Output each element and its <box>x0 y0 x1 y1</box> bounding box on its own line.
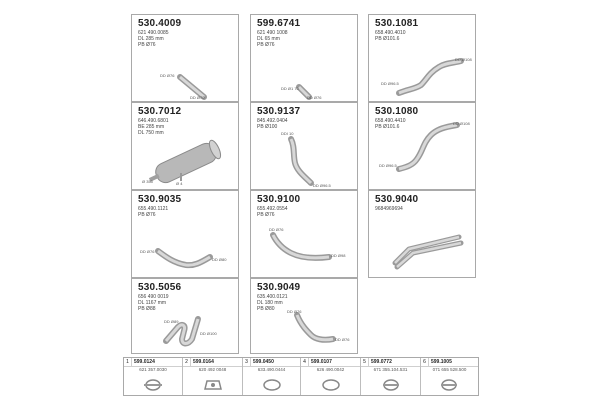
part-dim: DL 1167 mm <box>138 300 167 306</box>
part-dim: PB Ø88 <box>138 306 156 312</box>
accessory-ref: 671 355.104.531 <box>373 367 408 372</box>
accessory-header <box>301 358 360 367</box>
part-card-530-1080 <box>368 102 476 190</box>
part-dim: PB Ø76 <box>138 212 156 218</box>
part-ref: 655.490.1121 <box>138 206 169 212</box>
dim-label: DD Ø100 <box>200 331 217 336</box>
pipe-drawing <box>132 191 240 279</box>
part-dim: PB Ø76 <box>138 42 156 48</box>
accessory-number: 2 <box>183 358 191 366</box>
part-card-530-1081 <box>368 14 476 102</box>
dim-label: Ø 355 <box>142 179 153 184</box>
dim-label: DD Ø108 <box>453 121 470 126</box>
gasket-icon <box>183 375 243 395</box>
clamp-icon <box>243 375 301 395</box>
part-dim: BE 285 mm <box>138 124 165 130</box>
part-card-530-9137 <box>250 102 358 190</box>
accessory-ref: 621 357.0030 <box>139 367 167 372</box>
dim-label: DD Ø96.5 <box>313 183 331 188</box>
pipe-drawing <box>132 279 240 355</box>
accessory-header <box>183 358 242 367</box>
part-code: 530.9049 <box>257 282 301 293</box>
part-code: 530.9035 <box>138 194 182 205</box>
part-ref: 658.490.4410 <box>375 118 406 124</box>
dim-label: DD Ø76 <box>269 227 284 232</box>
accessory-code: 599.0124 <box>134 359 155 365</box>
part-card-530-7012 <box>131 102 239 190</box>
accessory-header <box>421 358 478 367</box>
part-code: 530.1080 <box>375 106 419 117</box>
accessory-code: 599.0107 <box>311 359 332 365</box>
part-dim: PB Ø76 <box>257 42 275 48</box>
part-ref: 646.490.6801 <box>138 118 169 124</box>
accessory-header <box>124 358 182 367</box>
pipe-drawing <box>251 279 359 355</box>
part-dim: DL 65 mm <box>257 36 280 42</box>
clamp-icon <box>301 375 361 395</box>
accessory-cell <box>183 358 243 395</box>
part-code: 530.9137 <box>257 106 301 117</box>
accessory-cell <box>124 358 183 395</box>
part-card-530-9035 <box>131 190 239 278</box>
accessory-ref: 620 492 0048 <box>198 367 227 372</box>
part-code: 530.7012 <box>138 106 182 117</box>
part-code: 530.9040 <box>375 194 419 205</box>
part-code: 530.5056 <box>138 282 182 293</box>
part-dim: PB Ø101.6 <box>375 36 400 42</box>
part-ref: 621 490.0085 <box>138 30 169 36</box>
part-dim: PB Ø101.6 <box>375 124 400 130</box>
pipe-drawing <box>132 15 240 103</box>
accessory-cell <box>301 358 361 395</box>
part-code: 530.4009 <box>138 18 182 29</box>
part-ref: 621 490 1008 <box>257 30 288 36</box>
accessory-cell <box>361 358 421 395</box>
dim-label: DD Ø76 <box>335 337 350 342</box>
part-ref: 655.492.0554 <box>257 206 288 212</box>
accessory-number: 1 <box>124 358 132 366</box>
part-code: 530.9100 <box>257 194 301 205</box>
clamp-icon <box>361 375 421 395</box>
part-ref: 658.490.4010 <box>375 30 406 36</box>
pipe-drawing <box>251 103 359 191</box>
dim-label: DD Ø98 <box>331 253 346 258</box>
part-dim: PB Ø76 <box>257 212 275 218</box>
part-ref: 635.400.0121 <box>257 294 288 300</box>
part-card-530-9049 <box>250 278 358 354</box>
accessory-header <box>243 358 300 367</box>
part-code: 530.1081 <box>375 18 419 29</box>
dim-label: Ø 4 <box>176 181 183 186</box>
part-ref: 656 490 0019 <box>138 294 169 300</box>
dim-label: DD Ø108 <box>455 57 472 62</box>
accessory-code: 599.0772 <box>371 359 392 365</box>
clamp-icon <box>421 375 478 395</box>
part-card-530-4009 <box>131 14 239 102</box>
part-card-599-6741 <box>250 14 358 102</box>
accessory-ref: 633.490.0444 <box>257 367 286 372</box>
part-ref: 845.492.0404 <box>257 118 288 124</box>
part-ref: 9684969694 <box>375 206 403 212</box>
clamp-icon <box>124 375 183 395</box>
part-dim: DL 750 mm <box>138 130 164 136</box>
part-dim: DL 285 mm <box>138 36 164 42</box>
dim-label: DD Ø70 <box>190 95 205 100</box>
dim-label: DD Ø76 <box>287 309 302 314</box>
dim-label: DD Ø80 <box>212 257 227 262</box>
pipe-drawing <box>369 191 477 279</box>
accessory-number: 6 <box>421 358 429 366</box>
accessory-cell <box>421 358 478 395</box>
dim-label: DD Ø1 70 <box>281 86 299 91</box>
accessory-number: 4 <box>301 358 309 366</box>
part-card-530-9040 <box>368 190 476 278</box>
pipe-drawing <box>369 103 477 191</box>
dim-label: DD Ø76 <box>307 95 322 100</box>
accessory-number: 3 <box>243 358 251 366</box>
accessory-code: 599.0164 <box>193 359 214 365</box>
part-dim: PB Ø100 <box>257 124 278 130</box>
accessory-ref: 626 490.0042 <box>316 367 345 372</box>
dim-label: DD Ø96.5 <box>379 163 397 168</box>
dim-label: DD Ø96.5 <box>381 81 399 86</box>
accessory-ref: 071 655 528.500 <box>432 367 467 372</box>
part-card-530-5056 <box>131 278 239 354</box>
part-dim: DL 180 mm <box>257 300 283 306</box>
dim-label: DD Ø76 <box>140 249 155 254</box>
part-code: 599.6741 <box>257 18 301 29</box>
accessory-number: 5 <box>361 358 369 366</box>
accessories-strip <box>123 357 479 396</box>
accessory-header <box>361 358 420 367</box>
accessory-code: 599.1005 <box>431 359 452 365</box>
dim-label: DD Ø89 <box>164 319 179 324</box>
part-card-530-9100 <box>250 190 358 278</box>
muffler-drawing <box>132 103 240 191</box>
dim-label: DD Ø76 <box>160 73 175 78</box>
accessory-cell <box>243 358 301 395</box>
accessory-code: 599.0450 <box>253 359 274 365</box>
pipe-drawing <box>251 15 359 103</box>
pipe-drawing <box>251 191 359 279</box>
part-dim: PB Ø80 <box>257 306 275 312</box>
dim-label: DDI 10 <box>281 131 294 136</box>
